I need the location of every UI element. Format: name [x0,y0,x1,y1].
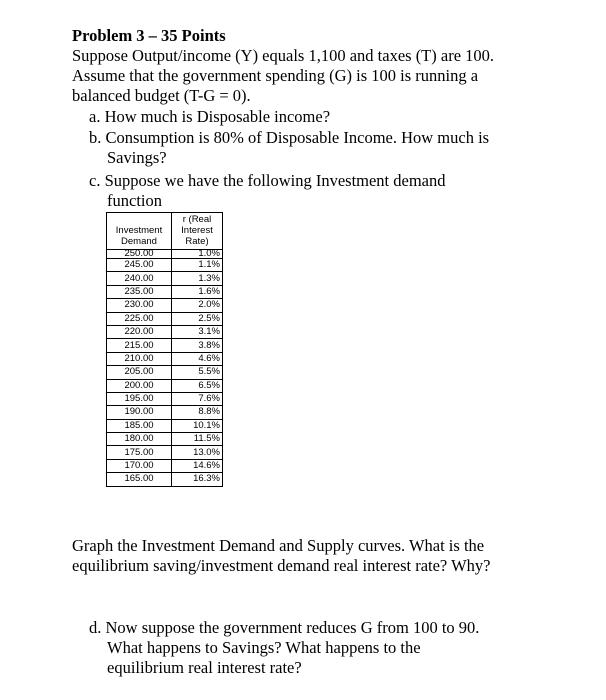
intro-line: Assume that the government spending (G) is 100 is running a [72,66,479,85]
investment-cell: 200.00 [107,379,172,392]
rate-cell: 10.1% [172,419,223,432]
rate-cell: 1.1% [172,259,223,272]
table-row [107,392,223,405]
rate-cell: 6.5% [172,379,223,392]
rate-cell: 13.0% [172,446,223,459]
header-line: Interest [181,225,213,236]
table-row [107,352,223,365]
investment-cell: 210.00 [107,352,172,365]
table-row [107,406,223,419]
header-line: r (Real [182,214,212,225]
investment-cell: 235.00 [107,285,172,298]
rate-cell: 1.3% [172,272,223,285]
rate-cell: 3.1% [172,325,223,338]
header-line: Demand [121,236,157,247]
rate-cell: 16.3% [172,473,223,486]
table-row [107,366,223,379]
header-line: Rate) [185,236,209,247]
graph-line: Graph the Investment Demand and Supply curves. What is the [72,536,485,555]
rate-cell: 5.5% [172,366,223,379]
interest-rate-header [172,213,223,250]
rate-cell: 14.6% [172,459,223,472]
table-row [107,325,223,338]
investment-cell: 165.00 [107,473,172,486]
header-line: Investment [115,225,163,236]
table-row [107,379,223,392]
investment-cell: 190.00 [107,406,172,419]
investment-demand-table [106,212,223,487]
question-c-line: c. Suppose we have the following Investment demand [89,171,446,190]
investment-cell: 170.00 [107,459,172,472]
investment-cell: 245.00 [107,259,172,272]
rate-cell: 11.5% [172,433,223,446]
investment-cell: 180.00 [107,433,172,446]
table-row [107,259,223,272]
investment-cell: 240.00 [107,272,172,285]
table-row [107,433,223,446]
investment-cell: 220.00 [107,325,172,338]
table-row [107,312,223,325]
question-a: a. How much is Disposable income? [89,107,331,126]
problem-title: Problem 3 – 35 Points [72,26,226,45]
table-row [107,473,223,486]
intro-line: balanced budget (T-G = 0). [72,86,251,105]
investment-cell: 230.00 [107,299,172,312]
rate-cell: 4.6% [172,352,223,365]
table-row [107,285,223,298]
question-d-line: d. Now suppose the government reduces G from 100 to 90. [89,618,480,637]
investment-cell: 195.00 [107,392,172,405]
investment-cell: 175.00 [107,446,172,459]
rate-cell: 8.8% [172,406,223,419]
investment-cell: 215.00 [107,339,172,352]
rate-cell: 2.5% [172,312,223,325]
table-row [107,250,223,259]
question-b-line: Savings? [107,148,167,167]
investment-cell: 205.00 [107,366,172,379]
question-d-line: What happens to Savings? What happens to the [107,638,421,657]
rate-cell: 2.0% [172,299,223,312]
table-row [107,339,223,352]
rate-cell: 1.6% [172,285,223,298]
rate-cell: 3.8% [172,339,223,352]
investment-cell: 250.00 [107,250,172,259]
graph-line: equilibrium saving/investment demand real interest rate? Why? [72,556,491,575]
question-c-line: function [107,191,162,210]
question-b-line: b. Consumption is 80% of Disposable Income. How much is [89,128,490,147]
table-row [107,419,223,432]
investment-demand-header [107,213,172,250]
investment-cell: 185.00 [107,419,172,432]
rate-cell: 1.0% [172,250,223,259]
question-d-line: equilibrium real interest rate? [107,658,302,677]
table-row [107,459,223,472]
intro-line: Suppose Output/income (Y) equals 1,100 and taxes (T) are 100. [72,46,495,65]
table-header-row [107,213,223,250]
investment-cell: 225.00 [107,312,172,325]
table-row [107,446,223,459]
rate-cell: 7.6% [172,392,223,405]
table-row [107,299,223,312]
table-row [107,272,223,285]
